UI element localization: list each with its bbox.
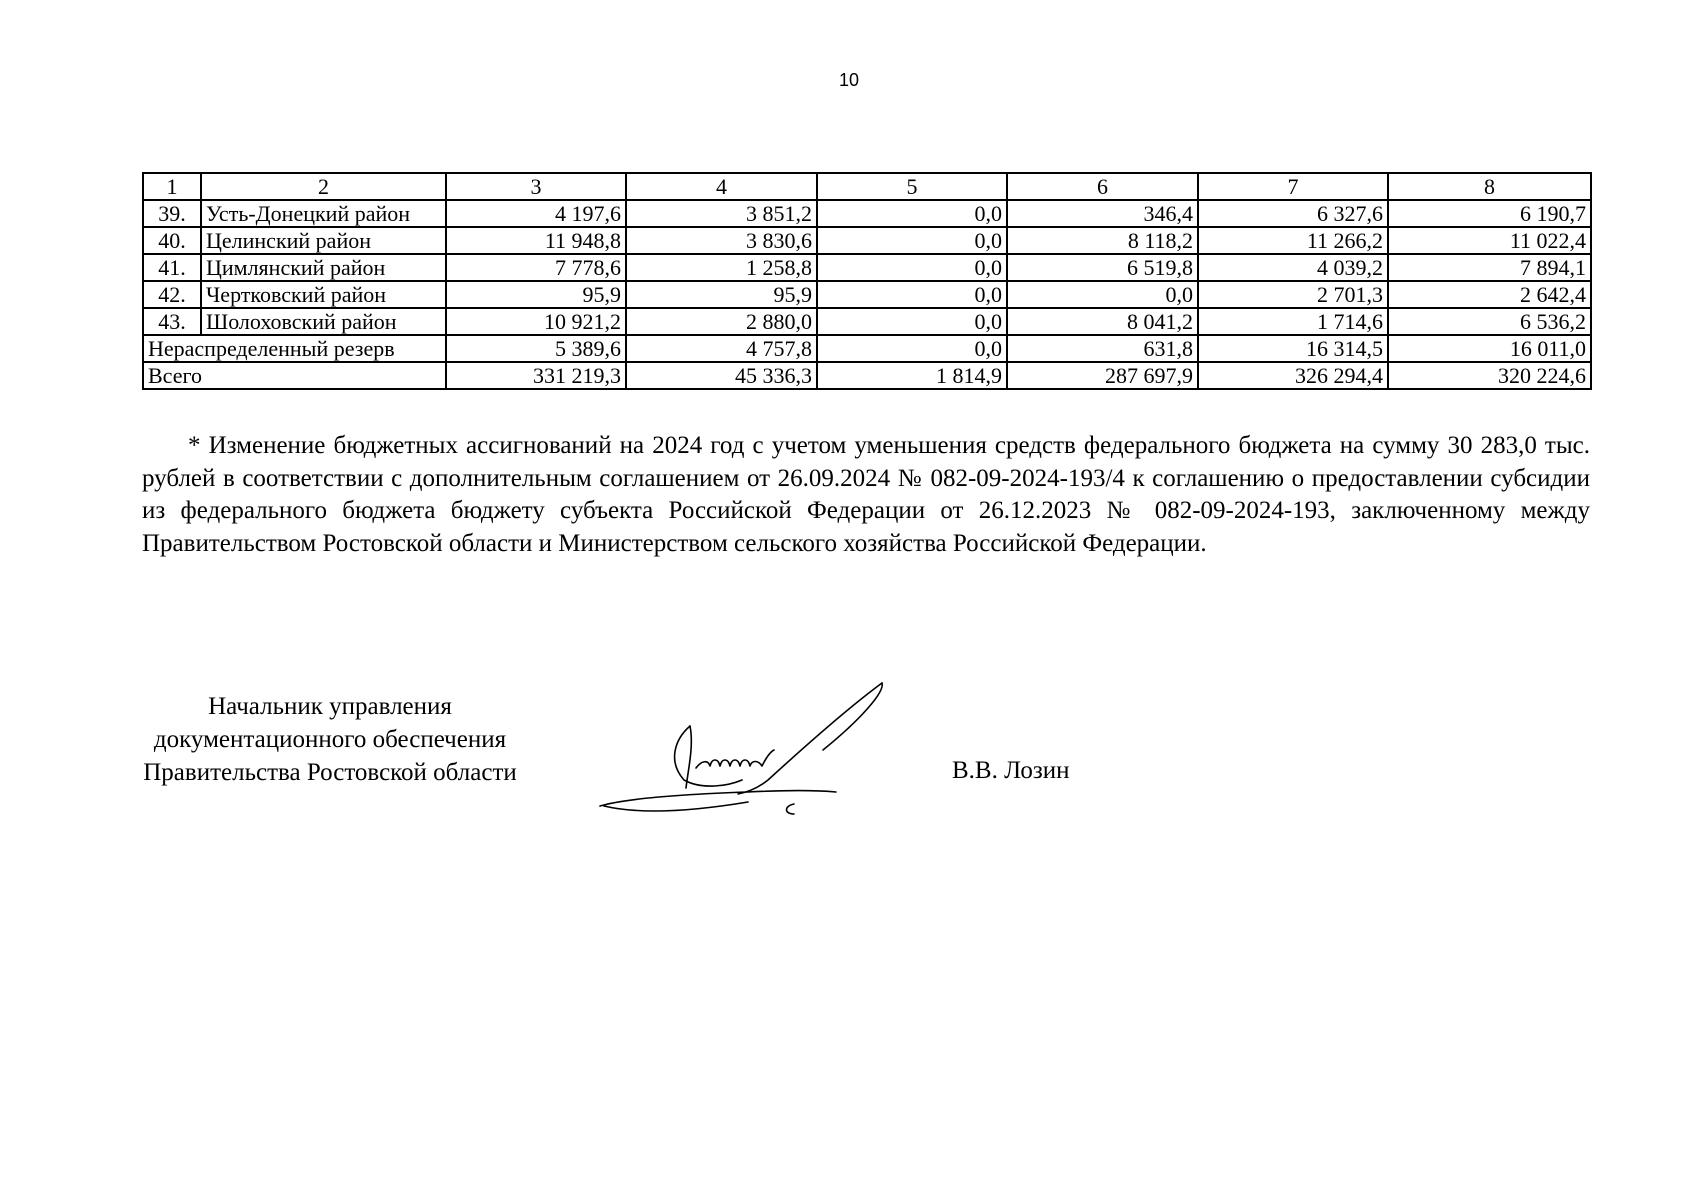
footnote-text: * Изменение бюджетных ассигнований на 2024 год с учетом уменьшения средств федерального бюджета на сумму 30 283,0 тыс. рублей в соответствии с дополнительным соглашением от 26.09.2024 № 082-09-2024-193/4 к соглашению о предоставлении субсидии из федерального бюджета бюджету субъекта Российской Федерации от 26.12.2023 № 082-09-2024-193, заключенному между Правительством Ростовской области и Министерством сельского хозяйства Российской Федерации. — [142, 432, 1590, 557]
handwritten-signature — [598, 678, 928, 828]
value-cell: 11 948,8 — [446, 227, 626, 254]
value-cell: 4 197,6 — [446, 200, 626, 227]
value-cell: 0,0 — [817, 335, 1007, 362]
header-cell: 7 — [1198, 173, 1388, 200]
total-label: Всего — [143, 362, 446, 389]
row-number: 39. — [143, 200, 201, 227]
value-cell: 6 190,7 — [1388, 200, 1591, 227]
value-cell: 95,9 — [626, 281, 817, 308]
value-cell: 0,0 — [817, 227, 1007, 254]
value-cell: 16 314,5 — [1198, 335, 1388, 362]
value-cell: 2 701,3 — [1198, 281, 1388, 308]
value-cell: 320 224,6 — [1388, 362, 1591, 389]
row-number: 41. — [143, 254, 201, 281]
header-cell: 4 — [626, 173, 817, 200]
value-cell: 7 778,6 — [446, 254, 626, 281]
footnote — [142, 430, 1590, 560]
reserve-label: Нераспределенный резерв — [143, 335, 446, 362]
value-cell: 0,0 — [817, 254, 1007, 281]
value-cell: 0,0 — [1007, 281, 1198, 308]
signatory-title-line: Правительства Ростовской области — [143, 759, 517, 786]
value-cell: 16 011,0 — [1388, 335, 1591, 362]
value-cell: 1 814,9 — [817, 362, 1007, 389]
header-cell: 5 — [817, 173, 1007, 200]
value-cell: 4 757,8 — [626, 335, 817, 362]
value-cell: 3 830,6 — [626, 227, 817, 254]
value-cell: 95,9 — [446, 281, 626, 308]
signatory-title-line: документационного обеспечения — [153, 726, 507, 753]
value-cell: 6 536,2 — [1388, 308, 1591, 335]
value-cell: 346,4 — [1007, 200, 1198, 227]
value-cell: 331 219,3 — [446, 362, 626, 389]
table-row — [143, 281, 1591, 308]
value-cell: 8 041,2 — [1007, 308, 1198, 335]
header-cell: 1 — [143, 173, 201, 200]
total-row — [143, 362, 1591, 389]
value-cell: 287 697,9 — [1007, 362, 1198, 389]
district-name: Целинский район — [201, 227, 446, 254]
value-cell: 5 389,6 — [446, 335, 626, 362]
district-name: Шолоховский район — [201, 308, 446, 335]
row-number: 42. — [143, 281, 201, 308]
table-row — [143, 227, 1591, 254]
row-number: 43. — [143, 308, 201, 335]
value-cell: 0,0 — [817, 308, 1007, 335]
value-cell: 6 519,8 — [1007, 254, 1198, 281]
value-cell: 1 714,6 — [1198, 308, 1388, 335]
row-number: 40. — [143, 227, 201, 254]
district-name: Цимлянский район — [201, 254, 446, 281]
page-number: 10 — [838, 70, 860, 90]
table-row — [143, 254, 1591, 281]
district-name: Чертковский район — [201, 281, 446, 308]
value-cell: 1 258,8 — [626, 254, 817, 281]
value-cell: 3 851,2 — [626, 200, 817, 227]
value-cell: 11 266,2 — [1198, 227, 1388, 254]
value-cell: 45 336,3 — [626, 362, 817, 389]
value-cell: 0,0 — [817, 200, 1007, 227]
value-cell: 2 642,4 — [1388, 281, 1591, 308]
value-cell: 8 118,2 — [1007, 227, 1198, 254]
value-cell: 7 894,1 — [1388, 254, 1591, 281]
reserve-row — [143, 335, 1591, 362]
district-name: Усть-Донецкий район — [201, 200, 446, 227]
signatory-title-line: Начальник управления — [208, 693, 452, 720]
header-cell: 6 — [1007, 173, 1198, 200]
table-row — [143, 200, 1591, 227]
value-cell: 4 039,2 — [1198, 254, 1388, 281]
header-cell: 3 — [446, 173, 626, 200]
value-cell: 631,8 — [1007, 335, 1198, 362]
table-row — [143, 308, 1591, 335]
header-cell: 2 — [201, 173, 446, 200]
value-cell: 326 294,4 — [1198, 362, 1388, 389]
value-cell: 6 327,6 — [1198, 200, 1388, 227]
table-header-row — [143, 173, 1591, 200]
header-cell: 8 — [1388, 173, 1591, 200]
value-cell: 0,0 — [817, 281, 1007, 308]
value-cell: 10 921,2 — [446, 308, 626, 335]
signatory-name: В.В. Лозин — [952, 757, 1070, 784]
value-cell: 11 022,4 — [1388, 227, 1591, 254]
value-cell: 2 880,0 — [626, 308, 817, 335]
signatory-title — [105, 690, 555, 789]
budget-table — [142, 172, 1592, 390]
